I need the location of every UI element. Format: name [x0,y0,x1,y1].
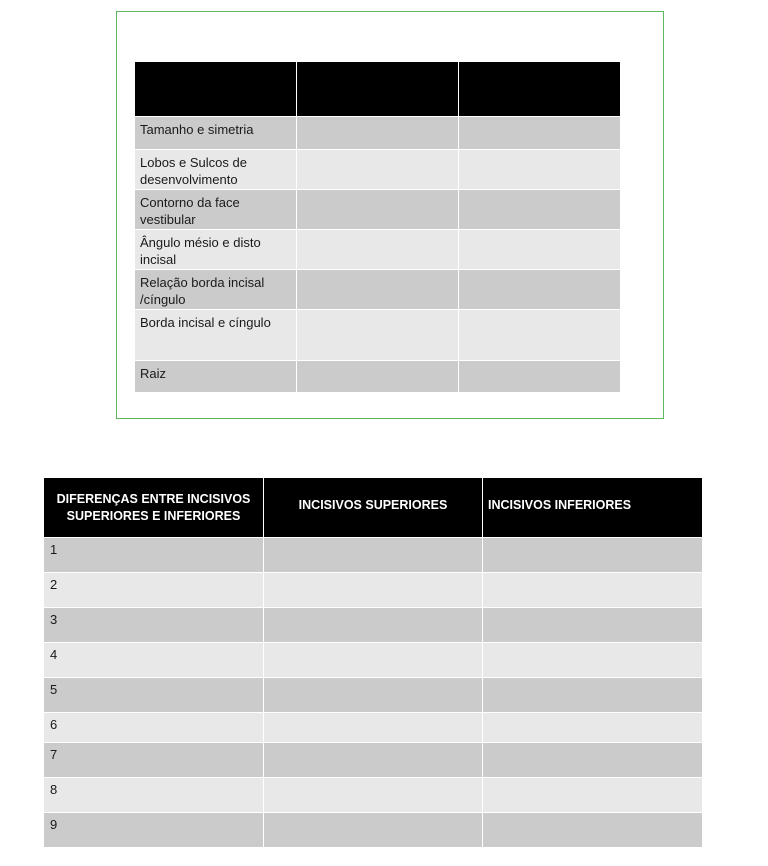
table-cell[interactable] [483,743,702,778]
table-row [44,608,702,643]
row-number[interactable]: 6 [44,713,264,743]
table-cell[interactable] [483,608,702,643]
table-cell[interactable] [483,778,702,813]
table-row [44,713,702,743]
table-cell[interactable] [297,117,459,150]
table-cell[interactable] [483,813,702,848]
table-row [135,361,620,393]
characteristics-table [135,62,620,393]
table-cell[interactable] [459,230,620,270]
header-differences: DIFERENÇAS ENTRE INCISIVOS SUPERIORES E INFERIORES [44,478,264,538]
table1-header-cell-2 [297,62,459,117]
table-cell[interactable] [264,573,483,608]
table-row [135,190,620,230]
table-cell[interactable] [483,643,702,678]
row-number[interactable]: 5 [44,678,264,713]
table2-header-row [44,478,702,538]
row-number[interactable]: 4 [44,643,264,678]
row-label[interactable]: Contorno da face vestibular [135,190,297,230]
table-cell[interactable] [297,310,459,361]
row-number[interactable]: 9 [44,813,264,848]
table-cell[interactable] [264,608,483,643]
table-cell[interactable] [297,190,459,230]
row-number[interactable]: 2 [44,573,264,608]
table-row [135,117,620,150]
header-upper-incisors: INCISIVOS SUPERIORES [264,478,483,538]
table-cell[interactable] [459,190,620,230]
row-label[interactable]: Ângulo mésio e disto incisal [135,230,297,270]
table-row [44,538,702,573]
table-cell[interactable] [483,713,702,743]
row-number[interactable]: 1 [44,538,264,573]
table-cell[interactable] [297,270,459,310]
table-cell[interactable] [483,678,702,713]
table-row [44,573,702,608]
table-cell[interactable] [459,270,620,310]
table-row [135,270,620,310]
table-row [44,778,702,813]
table1-header-cell-3 [459,62,620,117]
table-row [135,230,620,270]
table-cell[interactable] [459,150,620,190]
table-cell[interactable] [483,538,702,573]
incisors-differences-table [44,478,702,848]
table-cell[interactable] [264,678,483,713]
table1-header-cell-1 [135,62,297,117]
table-row [44,678,702,713]
table-row [135,310,620,361]
table-cell[interactable] [264,643,483,678]
table-cell[interactable] [264,813,483,848]
row-label[interactable]: Relação borda incisal /cíngulo [135,270,297,310]
table-cell[interactable] [264,538,483,573]
table-cell[interactable] [459,361,620,393]
row-number[interactable]: 3 [44,608,264,643]
table-row [135,150,620,190]
table-cell[interactable] [297,361,459,393]
table-cell[interactable] [297,150,459,190]
table-cell[interactable] [459,117,620,150]
row-label[interactable]: Lobos e Sulcos de desenvolvimento [135,150,297,190]
row-number[interactable]: 7 [44,743,264,778]
table-cell[interactable] [264,743,483,778]
table-cell[interactable] [483,573,702,608]
table-row [44,743,702,778]
table-cell[interactable] [459,310,620,361]
header-lower-incisors: INCISIVOS INFERIORES [483,478,702,538]
row-label[interactable]: Tamanho e simetria [135,117,297,150]
row-label[interactable]: Raiz [135,361,297,393]
row-number[interactable]: 8 [44,778,264,813]
table-row [44,643,702,678]
table-cell[interactable] [297,230,459,270]
table-cell[interactable] [264,713,483,743]
table1-header-row [135,62,620,117]
row-label[interactable]: Borda incisal e cíngulo [135,310,297,361]
table-cell[interactable] [264,778,483,813]
table-row [44,813,702,848]
